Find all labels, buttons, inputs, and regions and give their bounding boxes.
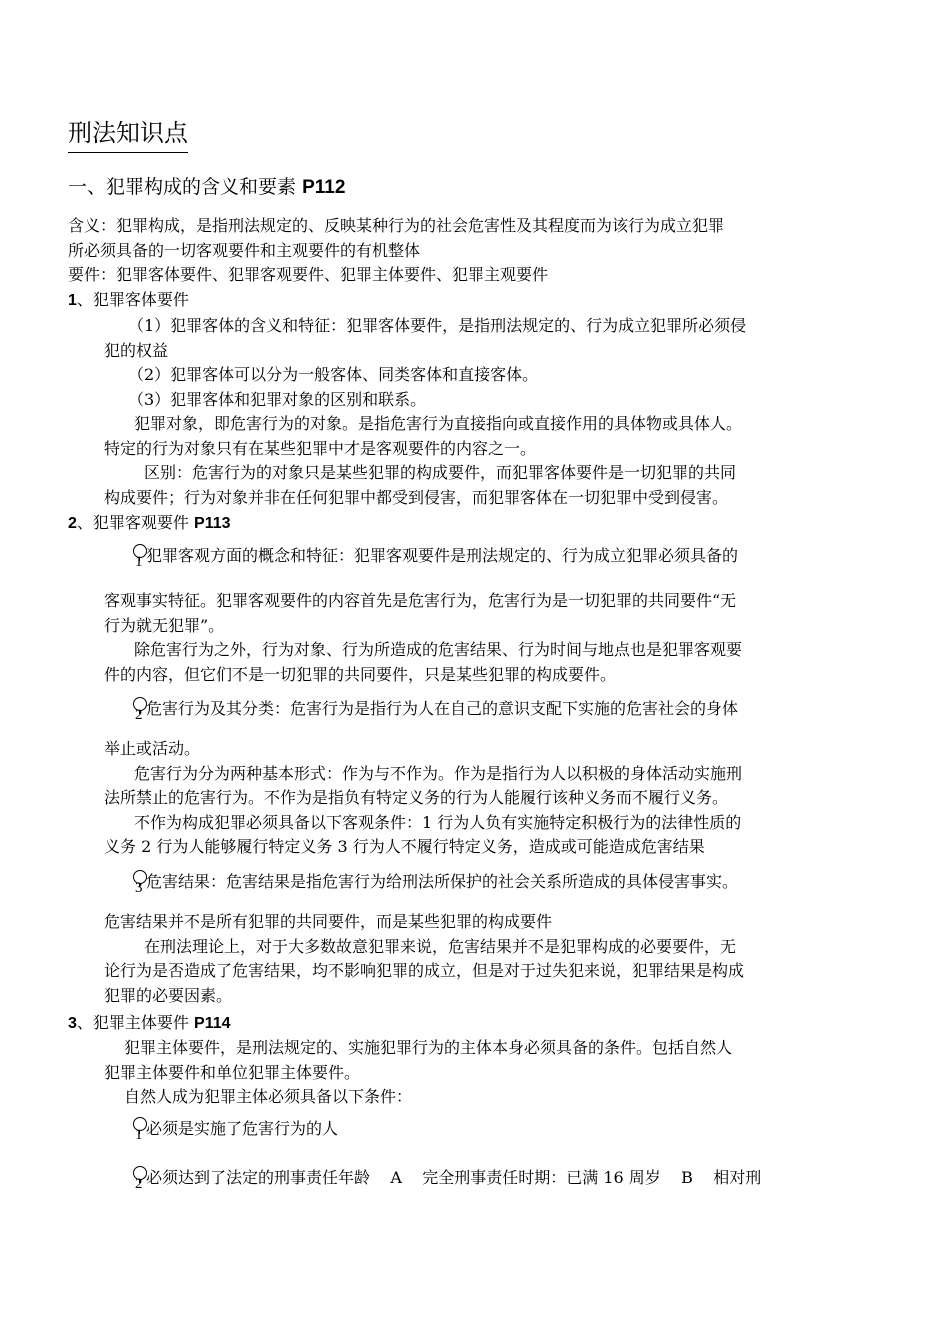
section-heading-1 — [68, 173, 345, 202]
text-line: 要件：犯罪客体要件、犯罪客观要件、犯罪主体要件、犯罪主观要件 — [68, 265, 549, 284]
text-line: 不作为构成犯罪必须具备以下客观条件：1 行为人负有实施特定积极行为的法律性质的 — [134, 812, 742, 832]
circled-number-icon: 3 — [132, 870, 146, 892]
text-line: （3）犯罪客体和犯罪对象的区别和联系。 — [128, 389, 427, 409]
text-line: 犯罪客观方面的概念和特征：犯罪客观要件是刑法规定的、行为成立犯罪必须具备的 — [146, 546, 739, 565]
page-reference: P113 — [194, 515, 231, 532]
text-line: 除危害行为之外，行为对象、行为所造成的危害结果、行为时间与地点也是犯罪客观要 — [134, 640, 743, 659]
circled-number-icon: 2 — [132, 1166, 146, 1188]
text-line: （1）犯罪客体的含义和特征：犯罪客体要件，是指刑法规定的、行为成立犯罪所必须侵 — [128, 316, 747, 335]
text-line: 义务 2 行为人能够履行特定义务 3 行为人不履行特定义务，造成或可能造成危害结果 — [104, 837, 705, 856]
text-line: 特定的行为对象只有在某些犯罪中才是客观要件的内容之一。 — [104, 438, 537, 458]
paragraph-objective — [104, 589, 862, 687]
circled-number-icon: 1 — [132, 1117, 146, 1139]
circled-number-icon: 1 — [132, 544, 146, 566]
paragraph-harmful-act — [104, 737, 862, 860]
document-title: 刑法知识点 — [68, 116, 188, 153]
text-line: 法所禁止的危害行为。不作为是指负有特定义务的行为人能履行该种义务而不履行义务。 — [104, 788, 729, 807]
subsection-heading-3 — [68, 1011, 231, 1036]
numbered-item-subject-2 — [132, 1166, 761, 1190]
subsection-title: 、犯罪客观要件 — [76, 513, 189, 532]
text-line: 论行为是否造成了危害结果，均不影响犯罪的成立，但是对于过失犯来说，犯罪结果是构成 — [104, 961, 745, 980]
page-reference: P114 — [194, 1015, 231, 1032]
paragraph-object-definition — [104, 314, 862, 510]
text-line: 危害结果并不是所有犯罪的共同要件，而是某些犯罪的构成要件 — [104, 912, 553, 931]
subsection-title: 、犯罪客体要件 — [76, 290, 189, 309]
text-line: 危害行为分为两种基本形式：作为与不作为。作为是指行为人以积极的身体活动实施刑 — [134, 763, 743, 783]
subsection-heading-2 — [68, 511, 231, 536]
subsection-number: 3 — [68, 1015, 77, 1032]
text-line: 举止或活动。 — [104, 739, 201, 758]
circled-number-icon: 2 — [132, 697, 146, 719]
text-line: 自然人成为犯罪主体必须具备以下条件： — [124, 1087, 413, 1106]
subsection-number: 1 — [68, 292, 77, 309]
subsection-heading-1 — [68, 288, 189, 313]
text-line: 犯罪的必要因素。 — [104, 985, 233, 1005]
numbered-item-2 — [132, 697, 738, 721]
numbered-item-3 — [132, 870, 738, 894]
text-line: 所必须具备的一切客观要件和主观要件的有机整体 — [68, 240, 421, 260]
text-line: 危害行为及其分类：危害行为是指行为人在自己的意识支配下实施的危害社会的身体 — [146, 699, 739, 718]
text-line: （2）犯罪客体可以分为一般客体、同类客体和直接客体。 — [128, 365, 539, 384]
numbered-item-subject-1 — [132, 1117, 338, 1141]
text-line: 构成要件；行为对象并非在任何犯罪中都受到侵害，而犯罪客体在一切犯罪中受到侵害。 — [104, 487, 729, 507]
text-line: 犯罪主体要件和单位犯罪主体要件。 — [104, 1062, 361, 1082]
text-line: 在刑法理论上，对于大多数故意犯罪来说，危害结果并不是犯罪构成的必要要件，无 — [144, 936, 737, 956]
text-line: 犯罪主体要件，是刑法规定的、实施犯罪行为的主体本身必须具备的条件。包括自然人 — [124, 1038, 733, 1057]
text-line: 行为就无犯罪”。 — [104, 615, 225, 635]
text-line: 必须达到了法定的刑事责任年龄 A 完全刑事责任时期：已满 16 周岁 B 相对刑 — [146, 1168, 762, 1187]
paragraph-meaning — [68, 214, 724, 288]
text-line: 含义：犯罪构成，是指刑法规定的、反映某种行为的社会危害性及其程度而为该行为成立犯罪 — [68, 216, 725, 235]
text-line: 犯的权益 — [104, 340, 169, 360]
text-line: 犯罪对象，即危害行为的对象。是指危害行为直接指向或直接作用的具体物或具体人。 — [134, 414, 743, 433]
text-line: 客观事实特征。犯罪客观要件的内容首先是危害行为，危害行为是一切犯罪的共同要件“无 — [104, 591, 737, 610]
paragraph-harmful-result — [104, 910, 862, 1008]
page-reference: P112 — [302, 177, 346, 198]
paragraph-subject — [104, 1036, 862, 1110]
subsection-number: 2 — [68, 515, 77, 532]
numbered-item-1 — [132, 544, 738, 568]
section-heading-text: 一、犯罪构成的含义和要素 — [68, 176, 297, 198]
text-line: 区别：危害行为的对象只是某些犯罪的构成要件，而犯罪客体要件是一切犯罪的共同 — [144, 463, 737, 482]
text-line: 件的内容，但它们不是一切犯罪的共同要件，只是某些犯罪的构成要件。 — [104, 664, 617, 684]
text-line: 必须是实施了危害行为的人 — [146, 1119, 339, 1138]
text-line: 危害结果：危害结果是指危害行为给刑法所保护的社会关系所造成的具体侵害事实。 — [146, 872, 739, 891]
subsection-title: 、犯罪主体要件 — [76, 1013, 189, 1032]
